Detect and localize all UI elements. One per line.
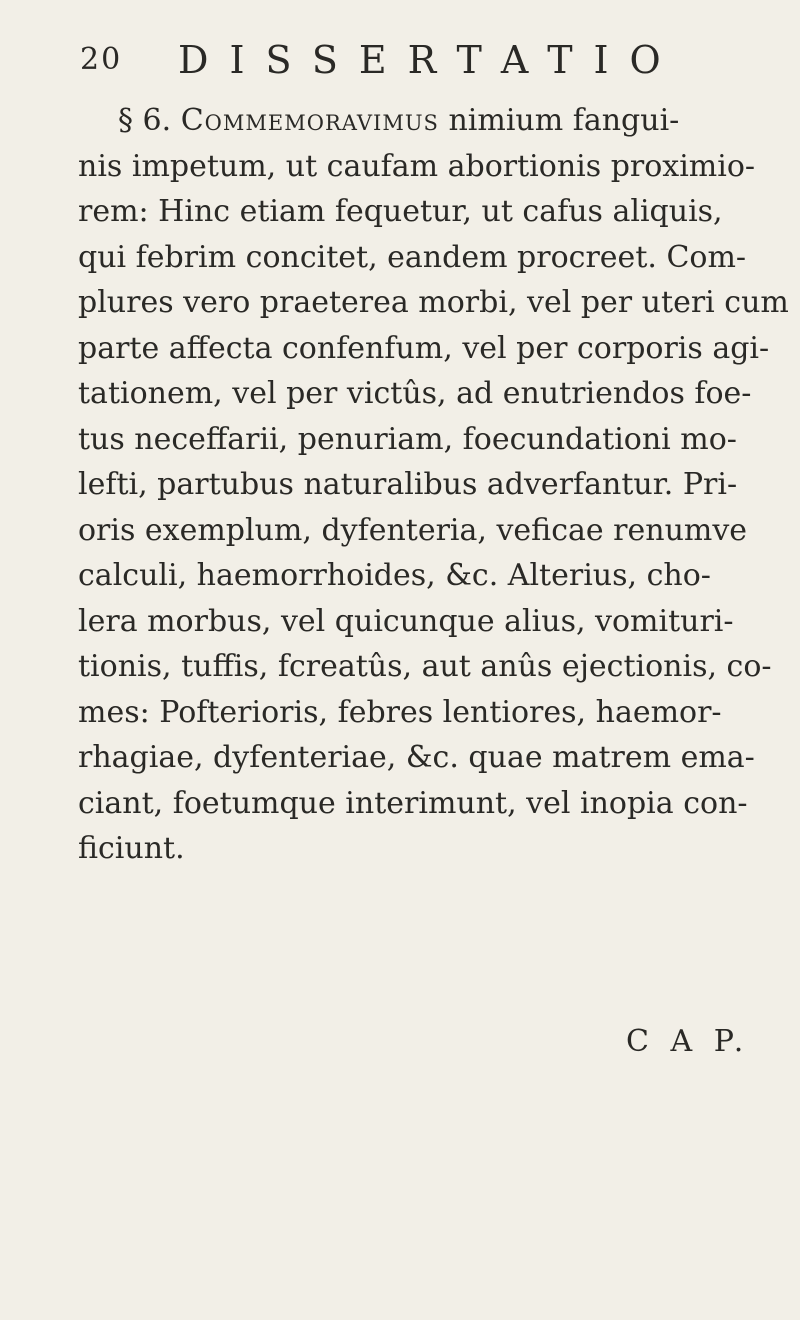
text-line: tationem, vel per victûs, ad enutriendos foe- <box>78 376 752 411</box>
text-line: oris exemplum, dyfenteria, veficae renumve <box>78 512 748 548</box>
text-line: lera morbus, vel quicunque alius, vomituri- <box>78 603 734 639</box>
text-line: mes: Pofterioris, febres lentiores, haemor- <box>78 694 722 730</box>
text-line: plures vero praeterea morbi, vel per uteri cum <box>78 285 789 320</box>
text-line: rem: Hinc etiam fequetur, ut cafus aliquis, <box>78 194 723 229</box>
text-line: tus neceffarii, penuriam, foecundationi mo- <box>78 421 737 457</box>
lead-word: Commemoravimus <box>180 103 439 138</box>
text-line: qui febrim concitet, eandem procreet. Com- <box>78 239 747 275</box>
section-mark: § 6. <box>118 103 172 138</box>
text-line: tionis, tuffis, fcreatûs, aut anûs ejectionis, co- <box>78 649 772 684</box>
text-line: lefti, partubus naturalibus adverfantur. Pri- <box>78 467 738 502</box>
text-line: ficiunt. <box>78 831 185 866</box>
page-number: 20 <box>80 42 123 77</box>
running-head: DISSERTATIO <box>178 38 682 82</box>
text-line: ciant, foetumque interimunt, vel inopia con- <box>78 785 748 821</box>
text-line: nimium fangui- <box>448 103 680 138</box>
text-line-1 <box>118 98 738 144</box>
text-line: parte affecta confenfum, vel per corporis agi- <box>78 330 770 366</box>
text-line: calculi, haemorrhoides, &c. Alterius, cho- <box>78 558 711 593</box>
catchword: C A P. <box>626 1024 750 1059</box>
text-line: rhagiae, dyfenteriae, &c. quae matrem ema- <box>78 740 755 775</box>
section-paragraph <box>78 98 789 872</box>
text-line: nis impetum, ut caufam abortionis proximio- <box>78 148 756 184</box>
page-header <box>80 38 760 88</box>
